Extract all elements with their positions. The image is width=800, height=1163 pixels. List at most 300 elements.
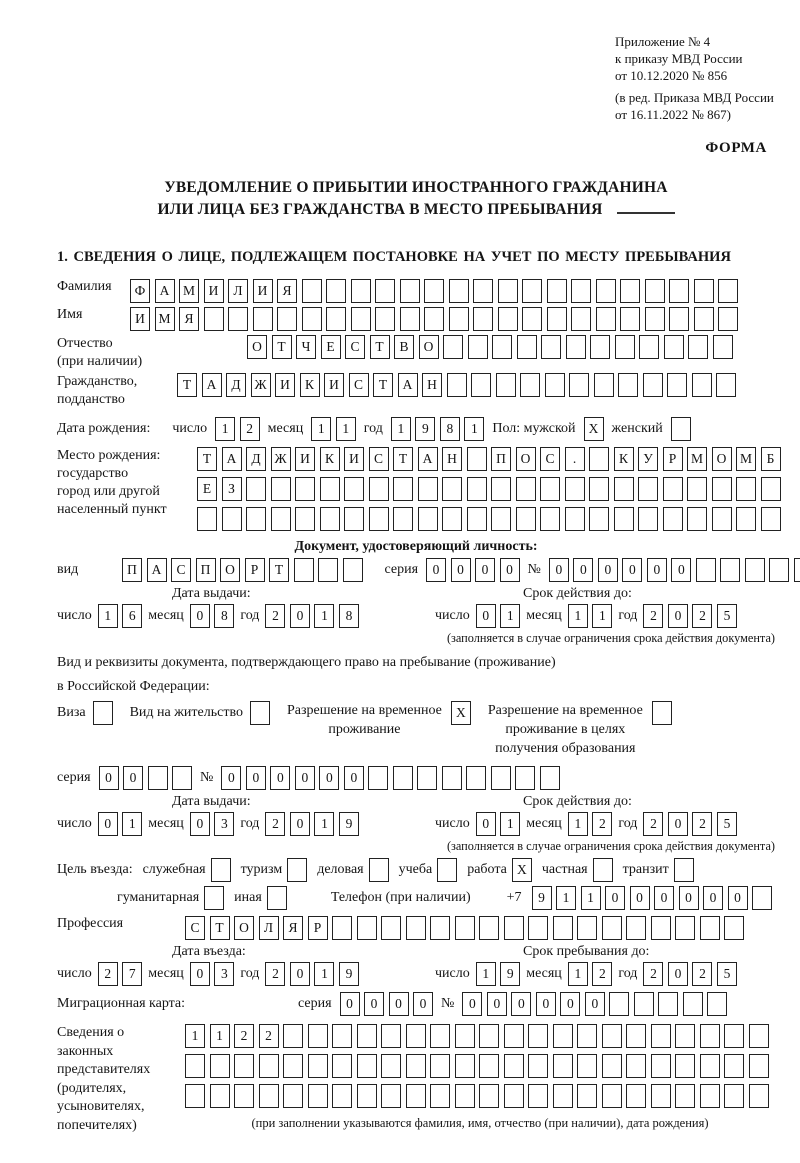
char-cell[interactable] (620, 307, 640, 331)
char-cell[interactable]: 2 (643, 962, 663, 986)
char-cell[interactable]: 0 (462, 992, 482, 1016)
char-cell[interactable]: 0 (668, 962, 688, 986)
char-cell[interactable] (326, 307, 346, 331)
char-cell[interactable] (639, 335, 659, 359)
char-cell[interactable]: А (222, 447, 242, 471)
char-cell[interactable]: 2 (265, 604, 285, 628)
char-cell[interactable]: М (687, 447, 707, 471)
char-cell[interactable] (540, 507, 560, 531)
char-cell[interactable] (442, 507, 462, 531)
char-cell[interactable]: 0 (290, 812, 310, 836)
char-cell[interactable] (540, 477, 560, 501)
char-cell[interactable] (210, 1054, 230, 1078)
char-cell[interactable] (614, 477, 634, 501)
char-cell[interactable]: К (300, 373, 320, 397)
char-cell[interactable] (246, 507, 266, 531)
char-cell[interactable] (418, 477, 438, 501)
char-cell[interactable] (688, 335, 708, 359)
char-cell[interactable] (351, 307, 371, 331)
char-cell[interactable] (571, 279, 591, 303)
char-cell[interactable] (718, 307, 738, 331)
char-cell[interactable] (718, 279, 738, 303)
char-cell[interactable] (498, 279, 518, 303)
char-cell[interactable]: 0 (476, 812, 496, 836)
char-cell[interactable] (761, 507, 781, 531)
char-cell[interactable] (424, 279, 444, 303)
char-cell[interactable]: 5 (717, 604, 737, 628)
char-cell[interactable]: 0 (340, 992, 360, 1016)
char-cell[interactable] (479, 1084, 499, 1108)
char-cell[interactable]: М (155, 307, 175, 331)
char-cell[interactable]: Я (179, 307, 199, 331)
char-cell[interactable]: 0 (413, 992, 433, 1016)
char-cell[interactable]: З (222, 477, 242, 501)
char-cell[interactable]: 2 (592, 962, 612, 986)
char-cell[interactable]: 0 (190, 812, 210, 836)
char-cell[interactable] (467, 447, 487, 471)
char-cell[interactable]: 0 (389, 992, 409, 1016)
char-cell[interactable] (332, 1024, 352, 1048)
char-cell[interactable] (430, 1024, 450, 1048)
char-cell[interactable]: 0 (476, 604, 496, 628)
char-cell[interactable]: 0 (123, 766, 143, 790)
char-cell[interactable] (93, 701, 113, 725)
char-cell[interactable]: Е (321, 335, 341, 359)
char-cell[interactable] (651, 1054, 671, 1078)
char-cell[interactable] (375, 307, 395, 331)
char-cell[interactable] (295, 507, 315, 531)
char-cell[interactable] (250, 701, 270, 725)
char-cell[interactable] (589, 507, 609, 531)
char-cell[interactable]: 0 (270, 766, 290, 790)
char-cell[interactable] (308, 1024, 328, 1048)
char-cell[interactable]: 9 (532, 886, 552, 910)
char-cell[interactable] (577, 1024, 597, 1048)
char-cell[interactable]: И (344, 447, 364, 471)
char-cell[interactable] (332, 916, 352, 940)
char-cell[interactable] (749, 1084, 769, 1108)
char-cell[interactable] (369, 858, 389, 882)
char-cell[interactable]: 1 (464, 417, 484, 441)
char-cell[interactable]: В (394, 335, 414, 359)
char-cell[interactable]: X (451, 701, 471, 725)
char-cell[interactable] (479, 916, 499, 940)
char-cell[interactable] (357, 916, 377, 940)
char-cell[interactable]: А (398, 373, 418, 397)
char-cell[interactable] (683, 992, 703, 1016)
char-cell[interactable]: 2 (643, 604, 663, 628)
char-cell[interactable]: С (185, 916, 205, 940)
char-cell[interactable] (752, 886, 772, 910)
char-cell[interactable]: С (540, 447, 560, 471)
char-cell[interactable] (545, 373, 565, 397)
char-cell[interactable] (638, 477, 658, 501)
char-cell[interactable] (185, 1084, 205, 1108)
char-cell[interactable]: 0 (573, 558, 593, 582)
char-cell[interactable] (449, 307, 469, 331)
char-cell[interactable]: 2 (98, 962, 118, 986)
char-cell[interactable] (692, 373, 712, 397)
char-cell[interactable] (528, 1054, 548, 1078)
char-cell[interactable]: О (516, 447, 536, 471)
char-cell[interactable] (417, 766, 437, 790)
char-cell[interactable] (471, 373, 491, 397)
char-cell[interactable]: П (491, 447, 511, 471)
char-cell[interactable] (406, 1024, 426, 1048)
char-cell[interactable] (406, 1054, 426, 1078)
char-cell[interactable]: 0 (475, 558, 495, 582)
char-cell[interactable]: 0 (728, 886, 748, 910)
char-cell[interactable] (618, 373, 638, 397)
char-cell[interactable]: 0 (319, 766, 339, 790)
char-cell[interactable]: 1 (98, 604, 118, 628)
char-cell[interactable] (528, 916, 548, 940)
char-cell[interactable] (259, 1054, 279, 1078)
char-cell[interactable]: Т (177, 373, 197, 397)
char-cell[interactable]: 1 (581, 886, 601, 910)
char-cell[interactable] (479, 1054, 499, 1078)
char-cell[interactable]: 0 (190, 962, 210, 986)
char-cell[interactable] (491, 477, 511, 501)
char-cell[interactable] (406, 1084, 426, 1108)
char-cell[interactable]: 1 (311, 417, 331, 441)
char-cell[interactable] (569, 373, 589, 397)
char-cell[interactable] (406, 916, 426, 940)
char-cell[interactable] (455, 1024, 475, 1048)
char-cell[interactable]: 3 (214, 812, 234, 836)
char-cell[interactable]: 1 (122, 812, 142, 836)
char-cell[interactable] (504, 1054, 524, 1078)
char-cell[interactable]: 0 (549, 558, 569, 582)
char-cell[interactable] (455, 916, 475, 940)
char-cell[interactable] (589, 447, 609, 471)
char-cell[interactable] (516, 477, 536, 501)
char-cell[interactable] (626, 1084, 646, 1108)
char-cell[interactable]: 9 (339, 962, 359, 986)
char-cell[interactable]: С (349, 373, 369, 397)
char-cell[interactable] (204, 886, 224, 910)
char-cell[interactable] (571, 307, 591, 331)
char-cell[interactable] (736, 477, 756, 501)
char-cell[interactable] (553, 1024, 573, 1048)
char-cell[interactable] (528, 1024, 548, 1048)
char-cell[interactable] (645, 279, 665, 303)
char-cell[interactable]: 0 (487, 992, 507, 1016)
char-cell[interactable]: 0 (246, 766, 266, 790)
char-cell[interactable]: А (147, 558, 167, 582)
char-cell[interactable] (320, 477, 340, 501)
char-cell[interactable] (541, 335, 561, 359)
char-cell[interactable] (308, 1084, 328, 1108)
char-cell[interactable] (210, 1084, 230, 1108)
char-cell[interactable] (675, 1024, 695, 1048)
char-cell[interactable] (620, 279, 640, 303)
char-cell[interactable]: 1 (215, 417, 235, 441)
char-cell[interactable] (596, 307, 616, 331)
char-cell[interactable] (343, 558, 363, 582)
char-cell[interactable] (626, 1054, 646, 1078)
char-cell[interactable] (694, 307, 714, 331)
char-cell[interactable]: Л (228, 279, 248, 303)
char-cell[interactable] (302, 307, 322, 331)
char-cell[interactable]: 0 (668, 604, 688, 628)
char-cell[interactable]: 0 (99, 766, 119, 790)
char-cell[interactable] (357, 1054, 377, 1078)
char-cell[interactable] (381, 1024, 401, 1048)
char-cell[interactable] (271, 477, 291, 501)
char-cell[interactable]: Т (210, 916, 230, 940)
char-cell[interactable] (700, 1084, 720, 1108)
char-cell[interactable] (172, 766, 192, 790)
char-cell[interactable] (547, 307, 567, 331)
char-cell[interactable] (712, 507, 732, 531)
char-cell[interactable]: А (155, 279, 175, 303)
char-cell[interactable] (437, 858, 457, 882)
char-cell[interactable]: С (171, 558, 191, 582)
char-cell[interactable] (283, 1084, 303, 1108)
char-cell[interactable]: 6 (122, 604, 142, 628)
char-cell[interactable]: 2 (643, 812, 663, 836)
char-cell[interactable]: 5 (717, 962, 737, 986)
char-cell[interactable] (675, 1054, 695, 1078)
char-cell[interactable]: 0 (344, 766, 364, 790)
char-cell[interactable] (369, 507, 389, 531)
char-cell[interactable]: 1 (500, 604, 520, 628)
char-cell[interactable] (651, 1024, 671, 1048)
char-cell[interactable]: 0 (668, 812, 688, 836)
char-cell[interactable] (283, 1054, 303, 1078)
char-cell[interactable] (430, 1084, 450, 1108)
char-cell[interactable] (267, 886, 287, 910)
char-cell[interactable] (442, 766, 462, 790)
char-cell[interactable] (602, 1084, 622, 1108)
char-cell[interactable] (675, 916, 695, 940)
char-cell[interactable]: У (638, 447, 658, 471)
char-cell[interactable]: 1 (568, 812, 588, 836)
char-cell[interactable] (626, 916, 646, 940)
char-cell[interactable]: И (295, 447, 315, 471)
char-cell[interactable] (467, 477, 487, 501)
char-cell[interactable]: 2 (234, 1024, 254, 1048)
char-cell[interactable] (652, 701, 672, 725)
char-cell[interactable] (577, 1054, 597, 1078)
char-cell[interactable] (393, 477, 413, 501)
char-cell[interactable]: Ж (271, 447, 291, 471)
char-cell[interactable] (669, 279, 689, 303)
char-cell[interactable] (724, 1024, 744, 1048)
char-cell[interactable]: Ж (251, 373, 271, 397)
char-cell[interactable] (643, 373, 663, 397)
char-cell[interactable] (577, 916, 597, 940)
char-cell[interactable]: 1 (568, 604, 588, 628)
char-cell[interactable] (418, 507, 438, 531)
char-cell[interactable] (447, 373, 467, 397)
char-cell[interactable]: 2 (259, 1024, 279, 1048)
char-cell[interactable]: 3 (214, 962, 234, 986)
char-cell[interactable] (222, 507, 242, 531)
char-cell[interactable] (351, 279, 371, 303)
char-cell[interactable] (381, 1054, 401, 1078)
char-cell[interactable] (504, 1024, 524, 1048)
char-cell[interactable] (769, 558, 789, 582)
char-cell[interactable]: Т (370, 335, 390, 359)
char-cell[interactable] (442, 477, 462, 501)
char-cell[interactable] (515, 766, 535, 790)
char-cell[interactable] (517, 335, 537, 359)
char-cell[interactable]: 0 (364, 992, 384, 1016)
char-cell[interactable] (369, 477, 389, 501)
char-cell[interactable] (283, 1024, 303, 1048)
char-cell[interactable] (713, 335, 733, 359)
char-cell[interactable] (724, 916, 744, 940)
char-cell[interactable] (211, 858, 231, 882)
char-cell[interactable] (467, 507, 487, 531)
char-cell[interactable] (577, 1084, 597, 1108)
char-cell[interactable]: 0 (221, 766, 241, 790)
char-cell[interactable] (197, 507, 217, 531)
char-cell[interactable]: К (614, 447, 634, 471)
char-cell[interactable]: 0 (451, 558, 471, 582)
char-cell[interactable]: 2 (692, 812, 712, 836)
char-cell[interactable] (720, 558, 740, 582)
char-cell[interactable]: 2 (692, 962, 712, 986)
char-cell[interactable] (602, 1054, 622, 1078)
char-cell[interactable]: А (418, 447, 438, 471)
char-cell[interactable] (674, 858, 694, 882)
char-cell[interactable]: 0 (536, 992, 556, 1016)
char-cell[interactable] (479, 1024, 499, 1048)
char-cell[interactable] (566, 335, 586, 359)
char-cell[interactable]: И (275, 373, 295, 397)
char-cell[interactable]: 9 (339, 812, 359, 836)
char-cell[interactable]: 0 (560, 992, 580, 1016)
char-cell[interactable]: Ф (130, 279, 150, 303)
char-cell[interactable]: 0 (703, 886, 723, 910)
char-cell[interactable]: 5 (717, 812, 737, 836)
char-cell[interactable]: 0 (605, 886, 625, 910)
char-cell[interactable]: 1 (314, 604, 334, 628)
char-cell[interactable]: 0 (630, 886, 650, 910)
char-cell[interactable]: 0 (295, 766, 315, 790)
char-cell[interactable]: 1 (185, 1024, 205, 1048)
char-cell[interactable] (253, 307, 273, 331)
char-cell[interactable]: О (712, 447, 732, 471)
char-cell[interactable] (516, 507, 536, 531)
char-cell[interactable]: 0 (98, 812, 118, 836)
char-cell[interactable] (614, 507, 634, 531)
char-cell[interactable] (326, 279, 346, 303)
char-cell[interactable] (430, 1054, 450, 1078)
char-cell[interactable]: 1 (391, 417, 411, 441)
char-cell[interactable] (332, 1084, 352, 1108)
char-cell[interactable] (700, 916, 720, 940)
char-cell[interactable]: 0 (647, 558, 667, 582)
char-cell[interactable] (651, 1084, 671, 1108)
char-cell[interactable]: 1 (314, 962, 334, 986)
char-cell[interactable] (638, 507, 658, 531)
char-cell[interactable] (308, 1054, 328, 1078)
char-cell[interactable] (246, 477, 266, 501)
char-cell[interactable]: 0 (290, 604, 310, 628)
char-cell[interactable] (332, 1054, 352, 1078)
char-cell[interactable]: 1 (500, 812, 520, 836)
char-cell[interactable] (553, 1084, 573, 1108)
char-cell[interactable]: 9 (415, 417, 435, 441)
char-cell[interactable]: Н (422, 373, 442, 397)
char-cell[interactable] (675, 1084, 695, 1108)
char-cell[interactable]: Т (197, 447, 217, 471)
char-cell[interactable] (271, 507, 291, 531)
char-cell[interactable]: X (584, 417, 604, 441)
char-cell[interactable] (716, 373, 736, 397)
char-cell[interactable]: 0 (426, 558, 446, 582)
char-cell[interactable]: Б (761, 447, 781, 471)
char-cell[interactable]: 1 (568, 962, 588, 986)
char-cell[interactable]: О (234, 916, 254, 940)
char-cell[interactable]: 1 (336, 417, 356, 441)
char-cell[interactable] (658, 992, 678, 1016)
char-cell[interactable] (381, 1084, 401, 1108)
char-cell[interactable] (522, 307, 542, 331)
char-cell[interactable] (745, 558, 765, 582)
char-cell[interactable]: И (253, 279, 273, 303)
char-cell[interactable]: 9 (500, 962, 520, 986)
char-cell[interactable] (357, 1024, 377, 1048)
char-cell[interactable] (669, 307, 689, 331)
char-cell[interactable] (626, 1024, 646, 1048)
char-cell[interactable]: 0 (500, 558, 520, 582)
char-cell[interactable]: 2 (265, 812, 285, 836)
char-cell[interactable] (491, 766, 511, 790)
char-cell[interactable] (553, 1054, 573, 1078)
char-cell[interactable]: 0 (679, 886, 699, 910)
char-cell[interactable] (443, 335, 463, 359)
char-cell[interactable]: Р (308, 916, 328, 940)
char-cell[interactable]: 0 (598, 558, 618, 582)
char-cell[interactable]: М (736, 447, 756, 471)
char-cell[interactable]: Р (245, 558, 265, 582)
char-cell[interactable] (430, 916, 450, 940)
char-cell[interactable] (724, 1054, 744, 1078)
char-cell[interactable]: А (202, 373, 222, 397)
char-cell[interactable] (344, 477, 364, 501)
char-cell[interactable] (228, 307, 248, 331)
char-cell[interactable] (287, 858, 307, 882)
char-cell[interactable] (687, 507, 707, 531)
char-cell[interactable]: 1 (592, 604, 612, 628)
char-cell[interactable] (540, 766, 560, 790)
char-cell[interactable] (473, 279, 493, 303)
char-cell[interactable] (400, 279, 420, 303)
char-cell[interactable] (498, 307, 518, 331)
char-cell[interactable]: Л (259, 916, 279, 940)
char-cell[interactable] (424, 307, 444, 331)
char-cell[interactable] (449, 279, 469, 303)
char-cell[interactable] (294, 558, 314, 582)
char-cell[interactable] (468, 335, 488, 359)
char-cell[interactable] (694, 279, 714, 303)
char-cell[interactable] (466, 766, 486, 790)
char-cell[interactable] (687, 477, 707, 501)
char-cell[interactable]: 1 (210, 1024, 230, 1048)
char-cell[interactable] (491, 507, 511, 531)
char-cell[interactable] (148, 766, 168, 790)
char-cell[interactable] (602, 916, 622, 940)
char-cell[interactable] (400, 307, 420, 331)
char-cell[interactable] (596, 279, 616, 303)
char-cell[interactable] (473, 307, 493, 331)
char-cell[interactable]: 0 (585, 992, 605, 1016)
